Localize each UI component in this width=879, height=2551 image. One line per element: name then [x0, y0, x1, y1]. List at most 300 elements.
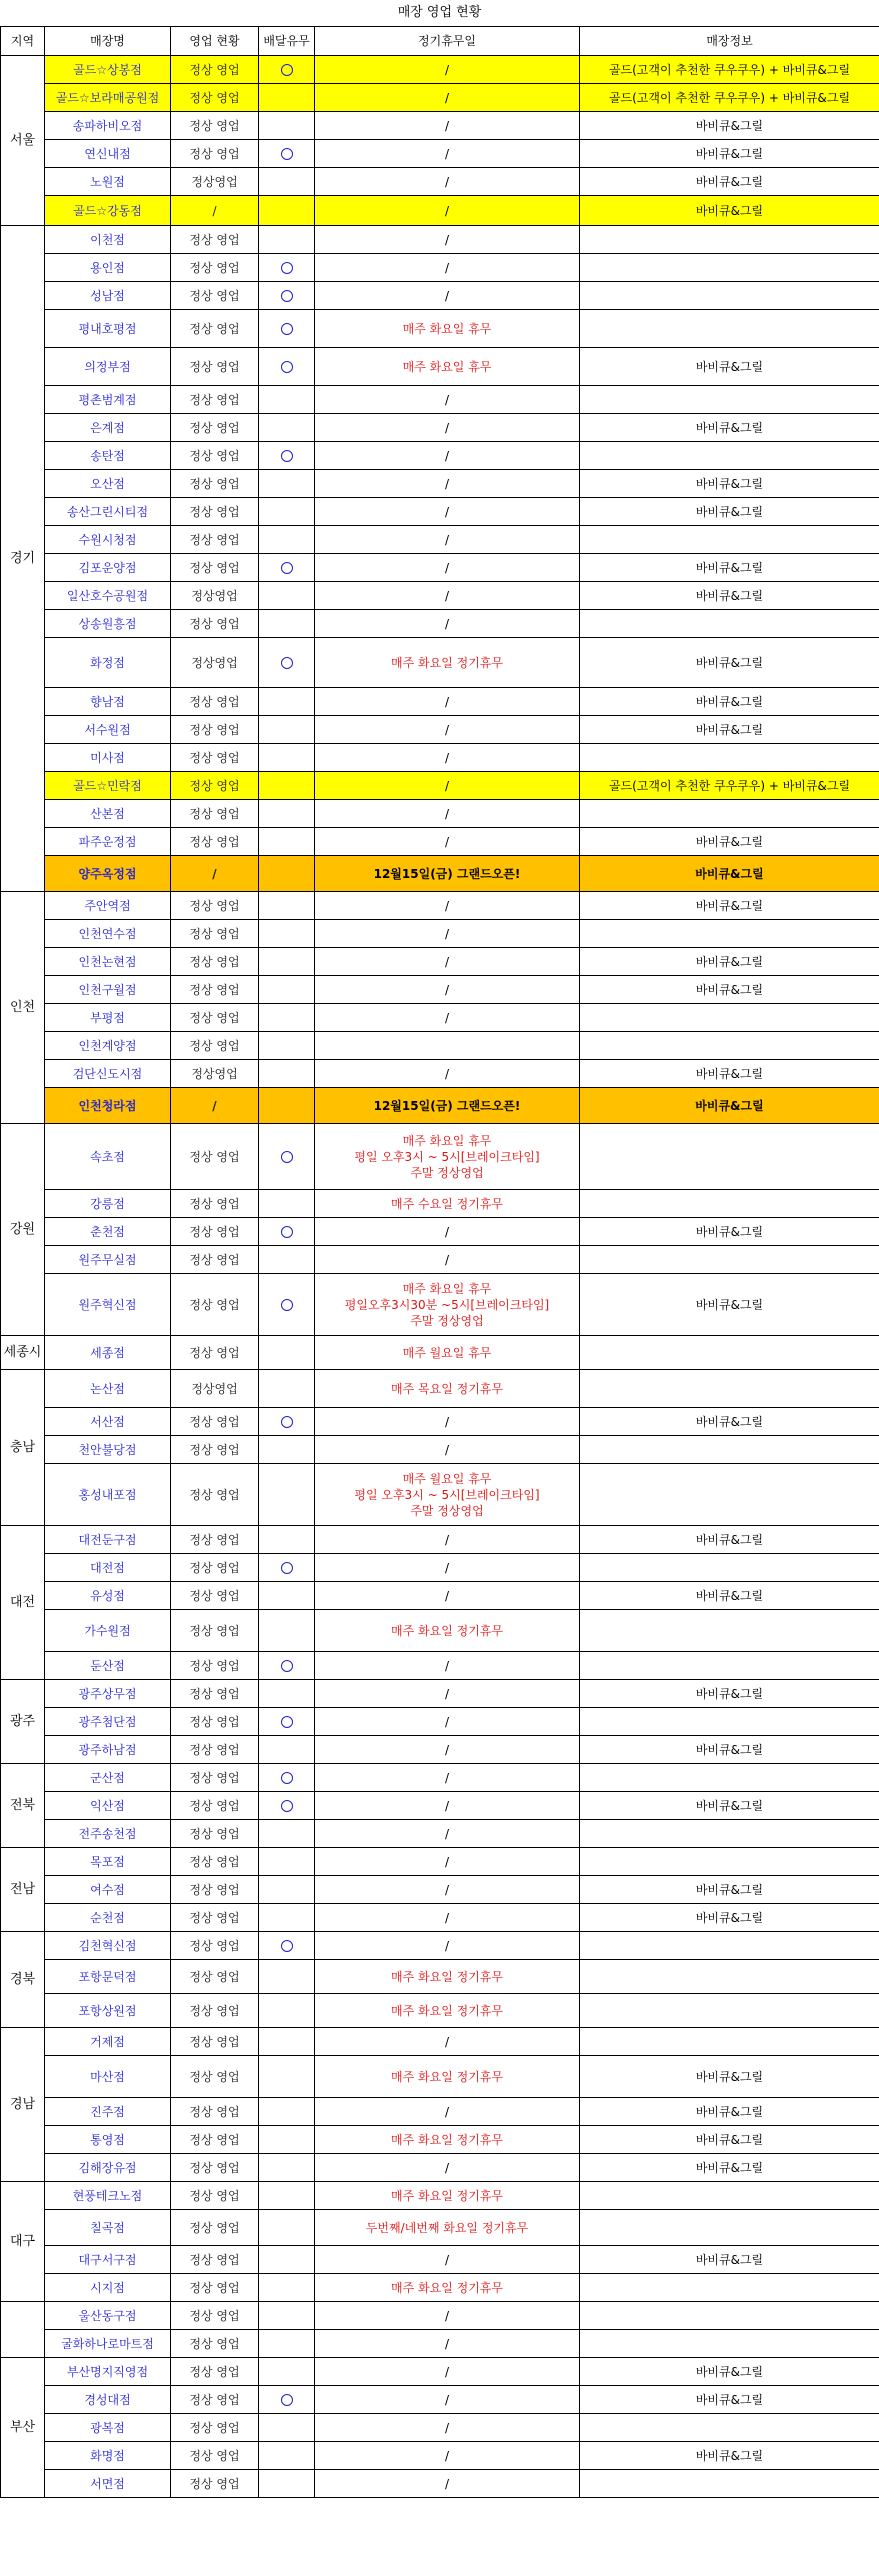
business-status: 정상 영업 — [171, 2126, 259, 2154]
store-info: 바비큐&그릴 — [580, 140, 879, 168]
closed-day-line: 평일 오후3시 ~ 5시[브레이크타임] — [354, 1487, 540, 1502]
delivery-cell — [259, 2126, 315, 2154]
table-row — [1, 1680, 879, 1708]
table-row — [1, 2154, 879, 2182]
closed-day — [315, 1652, 580, 1680]
store-name[interactable]: 골드☆강동점 — [45, 196, 171, 226]
store-name[interactable]: 일산호수공원점 — [45, 582, 171, 610]
closed-day — [315, 310, 580, 348]
table-row — [1, 1124, 879, 1190]
closed-day — [315, 386, 580, 414]
delivery-cell — [259, 2330, 315, 2358]
business-status: 정상 영업 — [171, 1792, 259, 1820]
table-row — [1, 800, 879, 828]
store-info — [580, 1464, 879, 1526]
store-name[interactable]: 파주운정점 — [45, 828, 171, 856]
table-row — [1, 2386, 879, 2414]
closed-day-line: 매주 목요일 정기휴무 — [391, 1381, 503, 1396]
closed-day-line: / — [444, 203, 450, 218]
store-name[interactable]: 골드☆보라매공원점 — [45, 84, 171, 112]
delivery-cell — [259, 744, 315, 772]
store-name[interactable]: 논산점 — [45, 1370, 171, 1408]
closed-day — [315, 140, 580, 168]
store-name[interactable]: 인천구월점 — [45, 976, 171, 1004]
closed-day — [315, 2358, 580, 2386]
closed-day — [315, 920, 580, 948]
store-name[interactable]: 연신내점 — [45, 140, 171, 168]
closed-day-line: / — [444, 476, 450, 491]
table-row — [1, 856, 879, 892]
business-status: 정상 영업 — [171, 1708, 259, 1736]
store-name[interactable]: 서산점 — [45, 1408, 171, 1436]
store-name[interactable]: 송탄점 — [45, 442, 171, 470]
delivery-cell — [259, 1464, 315, 1526]
store-name[interactable]: 광복점 — [45, 2414, 171, 2442]
store-info — [580, 2414, 879, 2442]
region-cell: 충남 — [1, 1370, 45, 1526]
store-name[interactable]: 통영점 — [45, 2126, 171, 2154]
table-row — [1, 1370, 879, 1408]
delivery-cell — [259, 2358, 315, 2386]
business-status: 정상 영업 — [171, 800, 259, 828]
store-info: 바비큐&그릴 — [580, 1792, 879, 1820]
closed-day-line: / — [444, 532, 450, 547]
table-row — [1, 1032, 879, 1060]
store-name[interactable]: 주안역점 — [45, 892, 171, 920]
store-name[interactable]: 목포점 — [45, 1848, 171, 1876]
closed-day-line: / — [444, 2364, 450, 2379]
store-info: 바비큐&그릴 — [580, 168, 879, 196]
business-status: 정상 영업 — [171, 828, 259, 856]
store-name[interactable]: 양주옥정점 — [45, 856, 171, 892]
closed-day-line: / — [444, 2420, 450, 2435]
closed-day — [315, 442, 580, 470]
delivery-cell — [259, 348, 315, 386]
business-status: 정상 영업 — [171, 688, 259, 716]
store-info — [580, 1554, 879, 1582]
closed-day — [315, 348, 580, 386]
closed-day-line: / — [444, 560, 450, 575]
store-name[interactable]: 대구서구점 — [45, 2246, 171, 2274]
closed-day — [315, 772, 580, 800]
store-name[interactable]: 인천연수점 — [45, 920, 171, 948]
closed-day-line: / — [444, 806, 450, 821]
closed-day — [315, 1336, 580, 1370]
store-name[interactable]: 김포운양점 — [45, 554, 171, 582]
region-cell: 경남 — [1, 2028, 45, 2182]
delivery-cell — [259, 1274, 315, 1336]
closed-day — [315, 2302, 580, 2330]
delivery-circle-icon — [281, 361, 293, 373]
delivery-cell — [259, 1994, 315, 2028]
store-name[interactable]: 천안불당점 — [45, 1436, 171, 1464]
closed-day-line: 매주 화요일 정기휴무 — [391, 1623, 503, 1638]
table-row — [1, 2330, 879, 2358]
store-info — [580, 282, 879, 310]
table-row — [1, 386, 879, 414]
delivery-cell — [259, 856, 315, 892]
store-info — [580, 1652, 879, 1680]
closed-day-line: / — [444, 954, 450, 969]
store-info — [580, 1764, 879, 1792]
table-row — [1, 2470, 879, 2498]
business-status: / — [171, 196, 259, 226]
closed-day-line: / — [444, 448, 450, 463]
delivery-circle-icon — [281, 1716, 293, 1728]
store-name[interactable]: 노원점 — [45, 168, 171, 196]
store-name[interactable]: 거제점 — [45, 2028, 171, 2056]
store-name[interactable]: 여수점 — [45, 1876, 171, 1904]
store-info — [580, 1124, 879, 1190]
store-name[interactable]: 시지점 — [45, 2274, 171, 2302]
store-name[interactable]: 울산동구점 — [45, 2302, 171, 2330]
table-row — [1, 1764, 879, 1792]
store-name[interactable]: 평내호평점 — [45, 310, 171, 348]
closed-day-line: 매주 월요일 휴무 — [402, 1345, 492, 1360]
delivery-cell — [259, 112, 315, 140]
business-status: 정상 영업 — [171, 920, 259, 948]
region-cell — [1, 2302, 45, 2358]
store-name[interactable]: 상송원흥점 — [45, 610, 171, 638]
closed-day — [315, 1060, 580, 1088]
delivery-cell — [259, 1708, 315, 1736]
closed-day — [315, 638, 580, 688]
store-name[interactable]: 부산명지직영점 — [45, 2358, 171, 2386]
store-name[interactable]: 굴화하나로마트점 — [45, 2330, 171, 2358]
region-cell: 전북 — [1, 1764, 45, 1848]
business-status: 정상 영업 — [171, 140, 259, 168]
closed-day-line: / — [444, 2160, 450, 2175]
closed-day — [315, 828, 580, 856]
store-name[interactable]: 의정부점 — [45, 348, 171, 386]
business-status: 정상 영업 — [171, 1436, 259, 1464]
closed-day — [315, 1032, 580, 1060]
store-name[interactable]: 골드☆민락점 — [45, 772, 171, 800]
store-name[interactable]: 세종점 — [45, 1336, 171, 1370]
delivery-cell — [259, 772, 315, 800]
delivery-cell — [259, 2470, 315, 2498]
store-name[interactable]: 익산점 — [45, 1792, 171, 1820]
store-info — [580, 1848, 879, 1876]
table-row — [1, 526, 879, 554]
delivery-circle-icon — [281, 2394, 293, 2406]
store-name[interactable]: 원주무실점 — [45, 1246, 171, 1274]
closed-day — [315, 1218, 580, 1246]
business-status: 정상 영업 — [171, 1904, 259, 1932]
closed-day-line: 매주 화요일 정기휴무 — [391, 2280, 503, 2295]
store-name[interactable]: 서수원점 — [45, 716, 171, 744]
store-info: 바비큐&그릴 — [580, 2386, 879, 2414]
delivery-cell — [259, 498, 315, 526]
store-name[interactable]: 가수원점 — [45, 1610, 171, 1652]
delivery-cell — [259, 716, 315, 744]
delivery-cell — [259, 1736, 315, 1764]
business-status: 정상 영업 — [171, 2414, 259, 2442]
region-cell: 경북 — [1, 1932, 45, 2028]
delivery-cell — [259, 1610, 315, 1652]
store-name[interactable]: 마산점 — [45, 2056, 171, 2098]
store-name[interactable]: 인천청라점 — [45, 1088, 171, 1124]
store-name[interactable]: 광주상무점 — [45, 1680, 171, 1708]
delivery-cell — [259, 1904, 315, 1932]
header-row — [1, 27, 879, 56]
business-status: / — [171, 856, 259, 892]
table-row — [1, 892, 879, 920]
store-name[interactable]: 부평점 — [45, 1004, 171, 1032]
closed-day-line: / — [444, 1414, 450, 1429]
closed-day — [315, 2210, 580, 2246]
table-row — [1, 638, 879, 688]
business-status: 정상 영업 — [171, 2358, 259, 2386]
store-name[interactable]: 용인점 — [45, 254, 171, 282]
store-info: 바비큐&그릴 — [580, 828, 879, 856]
store-name[interactable]: 이천점 — [45, 226, 171, 254]
header-closed-day: 정기휴무일 — [315, 27, 580, 56]
table-row — [1, 948, 879, 976]
store-info: 바비큐&그릴 — [580, 716, 879, 744]
closed-day — [315, 1680, 580, 1708]
store-name[interactable]: 서면점 — [45, 2470, 171, 2498]
table-row — [1, 1708, 879, 1736]
delivery-circle-icon — [281, 1562, 293, 1574]
business-status: 정상 영업 — [171, 976, 259, 1004]
store-name[interactable]: 미사점 — [45, 744, 171, 772]
header-status: 영업 현황 — [171, 27, 259, 56]
store-info — [580, 1246, 879, 1274]
delivery-circle-icon — [281, 262, 293, 274]
business-status: 정상 영업 — [171, 1680, 259, 1708]
store-name[interactable]: 포항상원점 — [45, 1994, 171, 2028]
closed-day-line: / — [444, 146, 450, 161]
closed-day — [315, 1370, 580, 1408]
delivery-cell — [259, 2414, 315, 2442]
store-name[interactable]: 춘천점 — [45, 1218, 171, 1246]
table-row — [1, 140, 879, 168]
delivery-circle-icon — [281, 1226, 293, 1238]
delivery-cell — [259, 1218, 315, 1246]
store-name[interactable]: 경성대점 — [45, 2386, 171, 2414]
closed-day-line: 매주 수요일 정기휴무 — [391, 1196, 503, 1211]
table-body — [1, 56, 879, 2498]
delivery-cell — [259, 1246, 315, 1274]
delivery-cell — [259, 1848, 315, 1876]
closed-day — [315, 1554, 580, 1582]
closed-day — [315, 1004, 580, 1032]
table-row — [1, 582, 879, 610]
store-info — [580, 1610, 879, 1652]
closed-day-line: / — [444, 1442, 450, 1457]
region-cell: 대구 — [1, 2182, 45, 2302]
delivery-cell — [259, 1652, 315, 1680]
store-name[interactable]: 홍성내포점 — [45, 1464, 171, 1526]
store-name[interactable]: 성남점 — [45, 282, 171, 310]
store-name[interactable]: 수원시청점 — [45, 526, 171, 554]
business-status: 정상 영업 — [171, 498, 259, 526]
table-row — [1, 1408, 879, 1436]
delivery-cell — [259, 554, 315, 582]
store-name[interactable]: 산본점 — [45, 800, 171, 828]
store-info — [580, 1994, 879, 2028]
closed-day-line: 평일오후3시30분 ~5시[브레이크타임] — [344, 1297, 550, 1312]
store-name[interactable]: 향남점 — [45, 688, 171, 716]
store-name[interactable]: 강릉점 — [45, 1190, 171, 1218]
table-row — [1, 282, 879, 310]
store-name[interactable]: 화정점 — [45, 638, 171, 688]
closed-day — [315, 2182, 580, 2210]
delivery-cell — [259, 1004, 315, 1032]
closed-day — [315, 1436, 580, 1464]
closed-day — [315, 1708, 580, 1736]
store-table — [0, 26, 879, 2498]
store-info — [580, 2028, 879, 2056]
table-row — [1, 1848, 879, 1876]
table-row — [1, 2414, 879, 2442]
store-name[interactable]: 유성점 — [45, 1582, 171, 1610]
store-info — [580, 2182, 879, 2210]
closed-day-line: / — [444, 1224, 450, 1239]
store-info: 골드(고객이 추천한 쿠우쿠우) + 바비큐&그릴 — [580, 772, 879, 800]
store-info — [580, 386, 879, 414]
store-name[interactable]: 송산그린시티점 — [45, 498, 171, 526]
store-name[interactable]: 광주하남점 — [45, 1736, 171, 1764]
closed-day-line: / — [444, 982, 450, 997]
table-row — [1, 716, 879, 744]
closed-day-line: 매주 화요일 정기휴무 — [391, 655, 503, 670]
business-status: 정상 영업 — [171, 1218, 259, 1246]
store-name[interactable]: 평촌범계점 — [45, 386, 171, 414]
delivery-cell — [259, 892, 315, 920]
closed-day-line: 매주 월요일 휴무 — [402, 1471, 492, 1486]
delivery-cell — [259, 140, 315, 168]
business-status: 정상 영업 — [171, 948, 259, 976]
store-name[interactable]: 현풍테크노점 — [45, 2182, 171, 2210]
business-status: 정상 영업 — [171, 2210, 259, 2246]
store-name[interactable]: 대전둔구점 — [45, 1526, 171, 1554]
closed-day-line: 평일 오후3시 ~ 5시[브레이크타임] — [354, 1149, 540, 1164]
store-info — [580, 526, 879, 554]
delivery-cell — [259, 2028, 315, 2056]
delivery-cell — [259, 1436, 315, 1464]
store-info: 바비큐&그릴 — [580, 470, 879, 498]
closed-day — [315, 1408, 580, 1436]
region-cell: 서울 — [1, 56, 45, 226]
closed-day-line: / — [444, 834, 450, 849]
business-status: 정상 영업 — [171, 2154, 259, 2182]
region-cell: 경기 — [1, 226, 45, 892]
store-info: 바비큐&그릴 — [580, 2154, 879, 2182]
store-info — [580, 254, 879, 282]
closed-day-line: / — [444, 2104, 450, 2119]
business-status: 정상영업 — [171, 168, 259, 196]
closed-day — [315, 1610, 580, 1652]
closed-day — [315, 470, 580, 498]
business-status: 정상 영업 — [171, 386, 259, 414]
header-region: 지역 — [1, 27, 45, 56]
table-row — [1, 1088, 879, 1124]
closed-day — [315, 1526, 580, 1554]
store-name[interactable]: 김천혁신점 — [45, 1932, 171, 1960]
closed-day-line: / — [444, 1770, 450, 1785]
business-status: 정상 영업 — [171, 310, 259, 348]
table-row — [1, 2246, 879, 2274]
business-status: 정상 영업 — [171, 1004, 259, 1032]
closed-day — [315, 414, 580, 442]
table-row — [1, 2126, 879, 2154]
store-name[interactable]: 인천논현점 — [45, 948, 171, 976]
store-info: 바비큐&그릴 — [580, 2098, 879, 2126]
delivery-circle-icon — [281, 562, 293, 574]
closed-day-line: / — [444, 260, 450, 275]
store-name[interactable]: 은계점 — [45, 414, 171, 442]
store-name[interactable]: 전주송천점 — [45, 1820, 171, 1848]
store-name[interactable]: 골드☆상봉점 — [45, 56, 171, 84]
delivery-cell — [259, 1370, 315, 1408]
business-status: 정상 영업 — [171, 1274, 259, 1336]
closed-day-line: / — [444, 90, 450, 105]
closed-day — [315, 1246, 580, 1274]
store-name[interactable]: 오산점 — [45, 470, 171, 498]
store-name[interactable]: 진주점 — [45, 2098, 171, 2126]
business-status: 정상 영업 — [171, 2028, 259, 2056]
closed-day-line: 12월15일(금) 그랜드오픈! — [373, 1098, 521, 1113]
store-name[interactable]: 군산점 — [45, 1764, 171, 1792]
delivery-circle-icon — [281, 657, 293, 669]
delivery-cell — [259, 1124, 315, 1190]
business-status: 정상 영업 — [171, 1554, 259, 1582]
delivery-cell — [259, 638, 315, 688]
closed-day — [315, 2470, 580, 2498]
delivery-circle-icon — [281, 450, 293, 462]
region-cell: 부산 — [1, 2358, 45, 2498]
store-info: 바비큐&그릴 — [580, 856, 879, 892]
table-row — [1, 1218, 879, 1246]
delivery-circle-icon — [281, 148, 293, 160]
store-name[interactable]: 포항문덕점 — [45, 1960, 171, 1994]
store-name[interactable]: 속초점 — [45, 1124, 171, 1190]
store-info — [580, 610, 879, 638]
closed-day-line: / — [444, 2252, 450, 2267]
business-status: 정상 영업 — [171, 2470, 259, 2498]
header-store-info: 매장정보 — [580, 27, 879, 56]
store-name[interactable]: 둔산점 — [45, 1652, 171, 1680]
table-row — [1, 196, 879, 226]
store-name[interactable]: 칠곡점 — [45, 2210, 171, 2246]
closed-day-line: / — [444, 1938, 450, 1953]
store-name[interactable]: 원주혁신점 — [45, 1274, 171, 1336]
store-name[interactable]: 순천점 — [45, 1904, 171, 1932]
business-status: 정상 영업 — [171, 2182, 259, 2210]
store-name[interactable]: 김해장유점 — [45, 2154, 171, 2182]
business-status: / — [171, 1088, 259, 1124]
store-name[interactable]: 검단신도시점 — [45, 1060, 171, 1088]
closed-day-line: / — [444, 288, 450, 303]
table-row — [1, 2098, 879, 2126]
closed-day — [315, 610, 580, 638]
store-info: 바비큐&그릴 — [580, 2056, 879, 2098]
delivery-cell — [259, 1336, 315, 1370]
store-name[interactable]: 인천계양점 — [45, 1032, 171, 1060]
business-status: 정상영업 — [171, 582, 259, 610]
header-store-name: 매장명 — [45, 27, 171, 56]
store-name[interactable]: 송파하비오점 — [45, 112, 171, 140]
store-info: 바비큐&그릴 — [580, 554, 879, 582]
store-name[interactable]: 화명점 — [45, 2442, 171, 2470]
delivery-circle-icon — [281, 323, 293, 335]
business-status: 정상 영업 — [171, 1820, 259, 1848]
closed-day-line: / — [444, 420, 450, 435]
store-name[interactable]: 광주첨단점 — [45, 1708, 171, 1736]
store-name[interactable]: 대전점 — [45, 1554, 171, 1582]
